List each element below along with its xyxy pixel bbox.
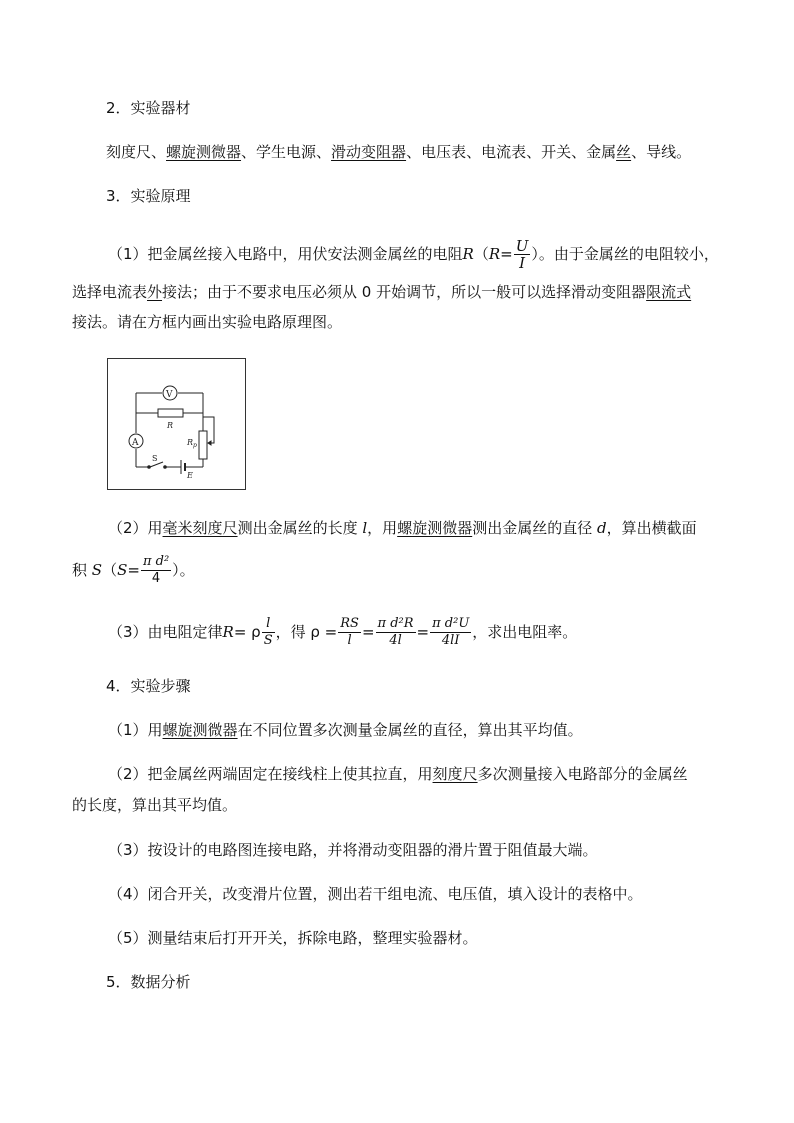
rheostat-r: R	[187, 438, 194, 447]
ammeter-label: A	[132, 438, 139, 448]
fraction-u-over-i	[514, 238, 531, 271]
text: （3）由电阻定律	[108, 623, 223, 641]
step-4: （4）闭合开关，改变滑片位置，测出若干组电流、电压值，填入设计的表格中。	[108, 885, 643, 903]
text: 测出金属丝的长度	[237, 519, 358, 537]
micrometer: 螺旋测微器	[162, 721, 238, 739]
denominator: l	[347, 633, 352, 648]
var-s: S	[117, 561, 128, 579]
numerator: U	[515, 237, 529, 255]
denominator: I	[519, 254, 526, 272]
fraction-pi-d2r	[376, 616, 416, 649]
equip-text: 刻度尺、	[106, 143, 167, 161]
principle-p1-line1	[108, 236, 719, 272]
section-4-heading: 4．实验步骤	[106, 677, 191, 695]
text: （1）把金属丝接入电路中，用伏安法测金属丝的电阻	[108, 245, 463, 263]
denominator: 4lI	[441, 633, 460, 648]
equip-text: 、导线。	[631, 143, 692, 161]
text: =	[361, 623, 375, 641]
step-2-line2: 的长度，算出其平均值。	[72, 796, 238, 814]
equip-rheostat: 滑动变阻器	[331, 143, 407, 161]
equip-text: 、电压表、电流表、开关、金属	[406, 143, 617, 161]
text: （2）用	[108, 519, 163, 537]
text: 积	[72, 561, 88, 579]
battery-label: E	[187, 471, 193, 480]
numerator: π d²U	[432, 616, 470, 631]
principle-p2-line2	[72, 552, 195, 588]
var-r: R	[222, 623, 234, 641]
equip-micrometer: 螺旋测微器	[166, 143, 242, 161]
text: 多次测量接入电路部分的金属丝	[477, 765, 688, 783]
text: ，得 ρ =	[275, 623, 338, 641]
voltmeter-label: V	[166, 390, 173, 400]
text: =	[127, 561, 140, 579]
text: （	[473, 245, 489, 263]
principle-p1-line3: 接法。请在方框内画出实验电路原理图。	[72, 313, 343, 331]
text: ）。	[172, 561, 195, 579]
ruler: 刻度尺	[432, 765, 478, 783]
equip-wire: 丝	[616, 143, 632, 161]
micrometer: 螺旋测微器	[397, 519, 473, 537]
var-s: S	[91, 561, 103, 579]
text: ，用	[367, 519, 398, 537]
numerator: RS	[340, 616, 359, 631]
principle-p3	[108, 612, 577, 652]
rheostat-sub: p	[193, 442, 197, 449]
equip-text: 、学生电源、	[241, 143, 332, 161]
section-2-heading: 2．实验器材	[106, 99, 191, 117]
step-2-line1	[108, 764, 688, 784]
step-1	[108, 720, 583, 740]
principle-p2-line1	[108, 518, 697, 538]
numerator: l	[262, 616, 275, 633]
rheostat-label	[186, 438, 197, 449]
step-5: （5）测量结束后打开开关，拆除电路，整理实验器材。	[108, 929, 478, 947]
denominator: 4l	[389, 633, 402, 648]
text: ，求出电阻率。	[472, 623, 578, 641]
denominator: 4	[151, 571, 161, 586]
text: （	[102, 561, 118, 579]
current-limiting: 限流式	[646, 283, 692, 301]
switch-label: S	[152, 454, 158, 463]
external-connection: 外	[147, 283, 163, 301]
numerator: π d²	[142, 554, 170, 569]
fraction-l-over-s	[262, 616, 275, 649]
text: （2）把金属丝两端固定在接线柱上使其拉直，用	[108, 765, 433, 783]
var-r: R	[462, 245, 474, 263]
circuit-diagram	[107, 358, 246, 490]
text: ）。由于金属丝的电阻较小，	[531, 245, 719, 263]
mm-ruler: 毫米刻度尺	[162, 519, 238, 537]
text: = ρ	[233, 623, 261, 641]
step-3: （3）按设计的电路图连接电路，并将滑动变阻器的滑片置于阻值最大端。	[108, 841, 598, 859]
denominator: S	[263, 633, 273, 648]
var-l: l	[362, 519, 368, 537]
text: （1）用	[108, 721, 163, 739]
var-r: R	[488, 245, 501, 263]
circuit-svg	[108, 359, 245, 489]
section-5-heading: 5．数据分析	[106, 973, 191, 991]
numerator: π d²R	[377, 616, 414, 631]
text: 选择电流表	[72, 283, 148, 301]
principle-p1-line2	[72, 282, 691, 302]
text: =	[500, 245, 513, 263]
fraction-area	[141, 554, 171, 587]
text: 测出金属丝的直径	[472, 519, 593, 537]
resistor-label: R	[167, 421, 174, 430]
text: 接法；由于不要求电压必须从 0 开始调节，所以一般可以选择滑动变阻器	[162, 283, 647, 301]
text: 在不同位置多次测量金属丝的直径，算出其平均值。	[237, 721, 583, 739]
fraction-pi-d2u	[430, 616, 471, 649]
text: =	[416, 623, 430, 641]
section-3-heading: 3．实验原理	[106, 187, 191, 205]
var-d: d	[597, 519, 607, 537]
text: ，算出横截面	[606, 519, 697, 537]
fraction-rs-over-l	[338, 616, 361, 649]
equipment-list	[106, 142, 691, 162]
